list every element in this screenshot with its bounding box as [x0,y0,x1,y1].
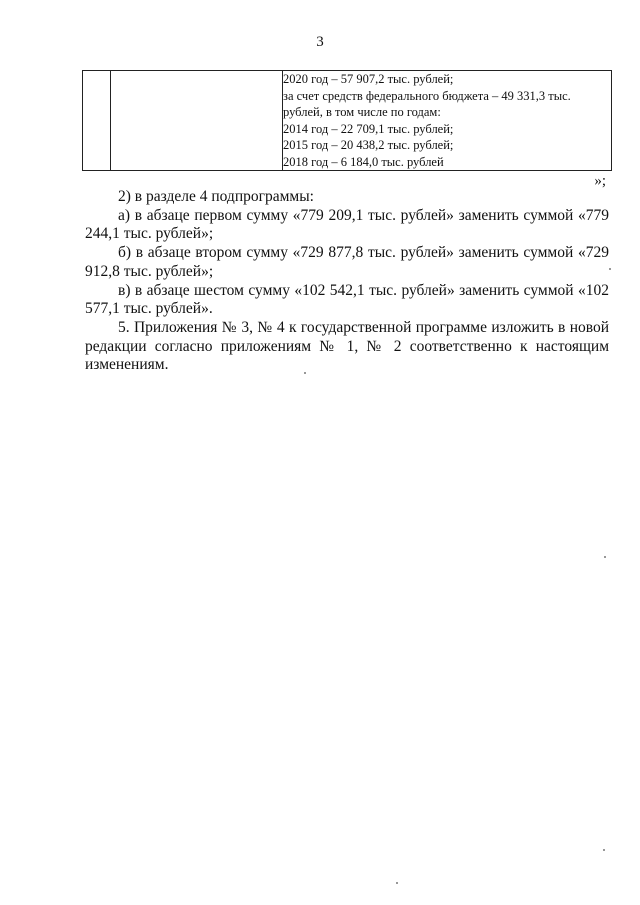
page-number: 3 [316,34,324,50]
paragraph-item-a: а) в абзаце первом сумму «779 209,1 тыс. рублей» заменить суммой «779 244,1 тыс. рублей»; [85,206,609,243]
closing-quote: »; [594,173,606,189]
paragraph-item-b: б) в абзаце втором сумму «729 877,8 тыс. рублей» заменить суммой «729 912,8 тыс. рублей»; [85,244,609,280]
table-cell-funding [283,71,612,171]
funding-line: 2015 год – 20 438,2 тыс. рублей; [283,138,454,152]
table-cell-empty-narrow [83,71,111,171]
funding-line: за счет средств федерального бюджета – 49 331,3 тыс. [283,88,571,103]
table-row [83,71,612,171]
funding-line: 2020 год – 57 907,2 тыс. рублей; [283,72,454,86]
paragraph-item-c: в) в абзаце шестом сумму «102 542,1 тыс. рублей» заменить суммой «102 577,1 тыс. рублей». [85,281,609,318]
paragraph-section-4: 2) в разделе 4 подпрограммы: [118,188,314,205]
continuation-table [82,70,612,171]
document-body [85,188,609,375]
funding-line: 2014 год – 22 709,1 тыс. рублей; [283,121,454,136]
paragraph-item-5: 5. Приложения № 3, № 4 к государственной программе изложить в новой редакции согласно приложениям № 1, № 2 соответственно к настоящим изменениям. [85,318,609,374]
table-cell-empty-wide [111,71,283,171]
funding-line: 2018 год – 6 184,0 тыс. рублей [283,154,444,169]
funding-line: рублей, в том числе по годам: [283,105,441,119]
